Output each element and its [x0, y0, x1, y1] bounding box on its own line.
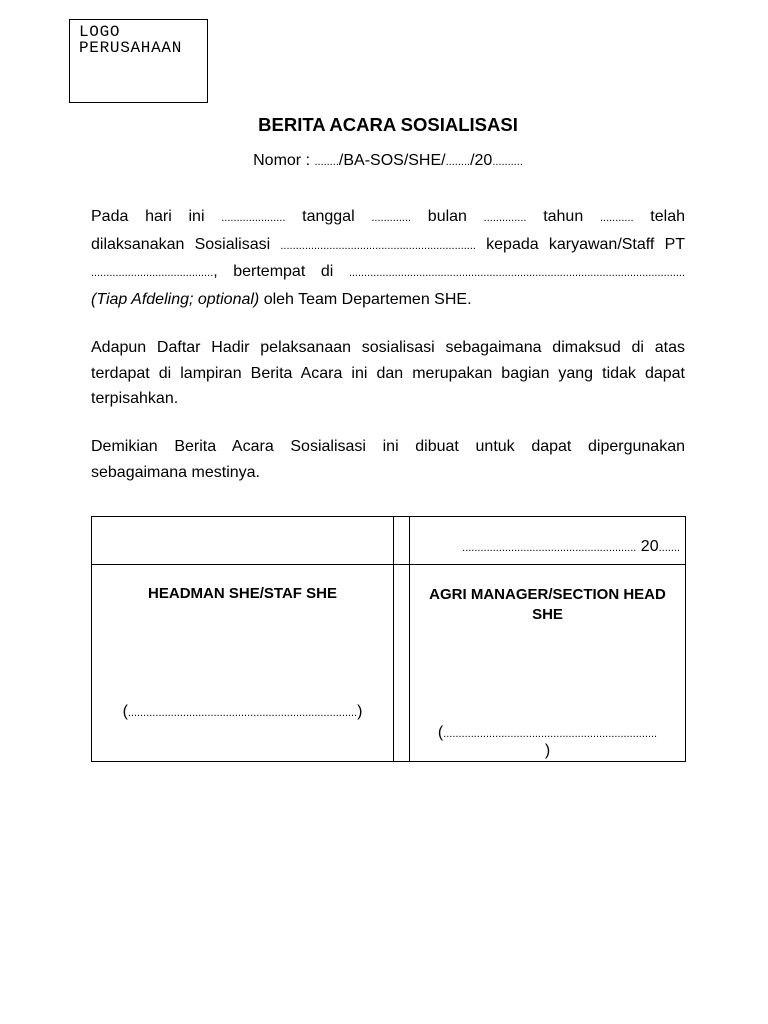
logo-placeholder-text: LOGO PERUSAHAAN	[79, 23, 183, 57]
dot-leader: ........................................	[91, 267, 214, 280]
dot-leader: ......................................................................	[443, 728, 658, 740]
manager-title: AGRI MANAGER/SECTION HEAD SHE	[429, 586, 666, 623]
dot-leader: .......	[658, 542, 680, 554]
dot-leader: ..........	[492, 156, 523, 168]
headman-title: HEADMAN SHE/STAF SHE	[148, 585, 337, 602]
dot-leader: ........	[314, 156, 339, 168]
date-line: ......................................................... 20.......	[462, 538, 680, 555]
paragraph-1-line-3: ........................................, bertempat di ..............................................................................................................	[91, 263, 685, 281]
paragraph-1-line-4-text: oleh Team Departemen SHE.	[259, 290, 472, 308]
paragraph-1	[91, 204, 685, 312]
dot-leader: ................................................................	[280, 239, 476, 252]
paragraph-1-line-1: Pada hari ini ..................... tanggal ............. bulan .............. tahun ........... telah	[91, 208, 685, 225]
dot-leader: ...........	[599, 212, 634, 224]
table-column-divider	[393, 517, 394, 761]
dot-leader: ........	[445, 156, 471, 168]
dot-leader: .............	[371, 212, 412, 224]
document-title: BERITA ACARA SOSIALISASI	[258, 114, 518, 135]
headman-signature-cell	[92, 565, 393, 761]
paragraph-1-line-2: dilaksanakan Sosialisasi ................................................................ kepada karyawan/Staff PT	[91, 235, 686, 253]
paragraph-3-line-1: Demikian Berita Acara Sosialisasi ini dibuat untuk dapat dipergunakan	[91, 438, 685, 456]
paragraph-2-line-3: terpisahkan.	[91, 390, 179, 408]
manager-signature-close: )	[544, 742, 551, 759]
manager-signature-cell	[410, 565, 685, 761]
document-body	[91, 204, 685, 508]
paragraph-1-line-4	[91, 287, 685, 313]
paragraph-3	[91, 434, 685, 485]
paragraph-2	[91, 335, 685, 412]
headman-signature-line: (...........................................................................)	[122, 703, 363, 720]
signature-table	[91, 516, 686, 762]
document-number: Nomor : ......../BA-SOS/SHE/......../20..........	[253, 152, 523, 169]
paragraph-2-line-1: Adapun Daftar Hadir pelaksanaan sosialisasi sebagaimana dimaksud di atas	[91, 338, 685, 356]
paragraph-2-line-2: terdapat di lampiran Berita Acara ini dan merupakan bagian yang tidak dapat	[91, 364, 685, 382]
dot-leader: .........................................................	[462, 542, 637, 554]
logo-placeholder-box	[69, 19, 208, 103]
italic-note: (Tiap Afdeling; optional)	[91, 290, 260, 308]
dot-leader: ..............................................................................................................	[348, 267, 685, 280]
date-cell	[410, 517, 685, 564]
dot-leader: ...........................................................................	[127, 707, 358, 719]
paragraph-3-line-2: sebagaimana mestinya.	[91, 463, 260, 481]
manager-signature-line: (......................................................................	[437, 724, 658, 741]
dot-leader: .....................	[221, 212, 286, 224]
dot-leader: ..............	[483, 212, 527, 224]
